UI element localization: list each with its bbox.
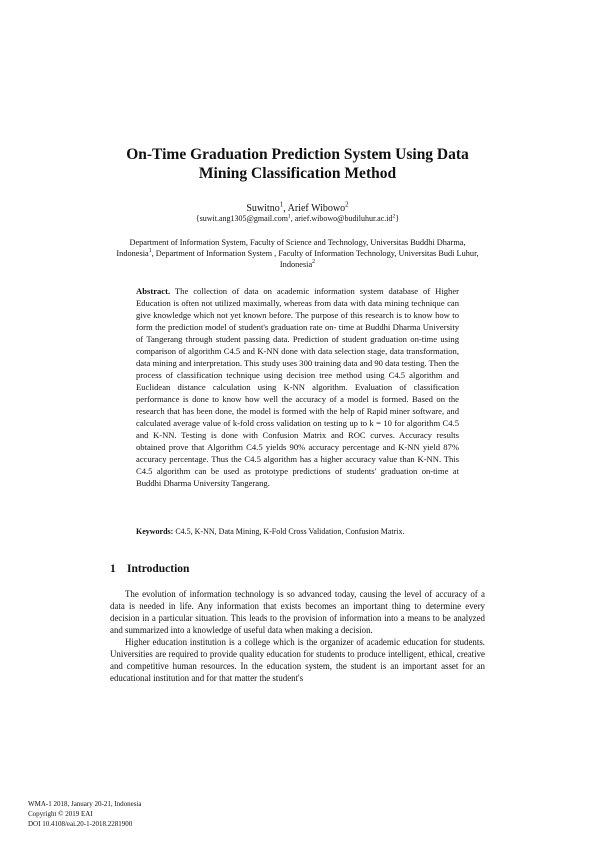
emails-close: } bbox=[395, 214, 400, 223]
abstract-label: Abstract. bbox=[136, 286, 171, 296]
author-emails bbox=[110, 214, 485, 224]
email-2: , arief.wibowo@budiluhur.ac.id bbox=[290, 214, 393, 223]
keywords-text: C4.5, K-NN, Data Mining, K-Fold Cross Validation, Confusion Matrix. bbox=[175, 527, 405, 536]
emails-open: {suwit.ang1305@gmail.com bbox=[195, 214, 288, 223]
intro-paragraph-1: The evolution of information technology is so advanced today, causing the level of accuracy of a data is needed in life. Any information that exists becomes an important thing to determine every decision in a particular situation. This leads to the provision of information into a means to be analyzed and summarized into a knowledge of useful data when making a decision. bbox=[110, 589, 485, 635]
abstract bbox=[136, 285, 459, 489]
abstract-text: The collection of data on academic information system database of Higher Education is often not utilized maximally, whereas from data with data mining technique can give knowledge which not yet known before. The purpose of this research is to know how to form the prediction model of student's graduation rate on- time at Buddhi Dharma University of Tangerang through student passing data. Prediction of student graduation on-time using comparison of algorithm C4.5 and K-NN done with data selection stage, data transformation, data mining and interpretation. This study uses 300 training data and 90 data testing. Then the process of classification technique using decision tree method using C4.5 algorithm and Euclidean distance calculation using K-NN algorithm. Evaluation of classification performance is done to know how well the accuracy of a model is formed. Based on the research that has been done, the model is formed with the help of Rapid miner software, and calculated average value of k-fold cross validation on testing up to k = 10 for algorithm C4.5 and K-NN. Testing is done with Confusion Matrix and ROC curves. Accuracy results obtained prove that Algorithm C4.5 yields 90% accuracy percentage and K-NN yield 87% accuracy percentage. Thus the C4.5 algorithm has a higher accuracy value than K-NN. This C4.5 algorithm can be used as prototype predictions of students' graduation on-time at Buddhi Dharma University Tangerang. bbox=[136, 286, 459, 488]
paper-title-line-2: Mining Classification Method bbox=[198, 165, 397, 182]
section-heading-introduction bbox=[110, 562, 485, 576]
author-1-marker: 1 bbox=[279, 200, 284, 209]
section-number: 1 bbox=[110, 563, 116, 575]
email-2-marker: 2 bbox=[392, 213, 396, 220]
author-1: Suwitno bbox=[246, 203, 280, 214]
author-separator: , bbox=[283, 203, 288, 214]
section-title: Introduction bbox=[127, 563, 190, 575]
affiliations bbox=[110, 237, 485, 270]
paper-title-line-1: On-Time Graduation Prediction System Using Data bbox=[126, 146, 469, 163]
affiliation-2: , Department of Information System , Faculty of Information Technology, Universitas Budi Luhur, Indonesia bbox=[151, 249, 479, 269]
keywords-label: Keywords: bbox=[136, 527, 174, 536]
paper-title bbox=[110, 145, 485, 183]
email-1-marker: 1 bbox=[287, 213, 291, 220]
footer-doi: DOI 10.4108/eai.20-1-2018.2281900 bbox=[28, 820, 133, 828]
author-2: Arief Wibowo bbox=[287, 203, 346, 214]
affiliation-1-marker: 1 bbox=[148, 248, 152, 255]
affiliation-2-marker: 2 bbox=[312, 259, 316, 266]
keywords bbox=[136, 526, 459, 537]
affiliation-1: Department of Information System, Faculty of Science and Technology, Universitas Buddhi Dharma, Indonesia bbox=[116, 238, 466, 258]
page-footer bbox=[28, 799, 142, 829]
intro-paragraph-2: Higher education institution is a college which is the organizer of academic education for students. Universities are required to provide quality education for students to produce intelligent, ethical, creative and competitive human resources. In the education system, the student is an important asset for an educational institution and for that matter the student's bbox=[110, 637, 485, 683]
footer-conference: WMA-1 2018, January 20-21, Indonesia bbox=[28, 800, 142, 808]
author-2-marker: 2 bbox=[345, 200, 349, 209]
footer-copyright: Copyright © 2019 EAI bbox=[28, 810, 93, 818]
